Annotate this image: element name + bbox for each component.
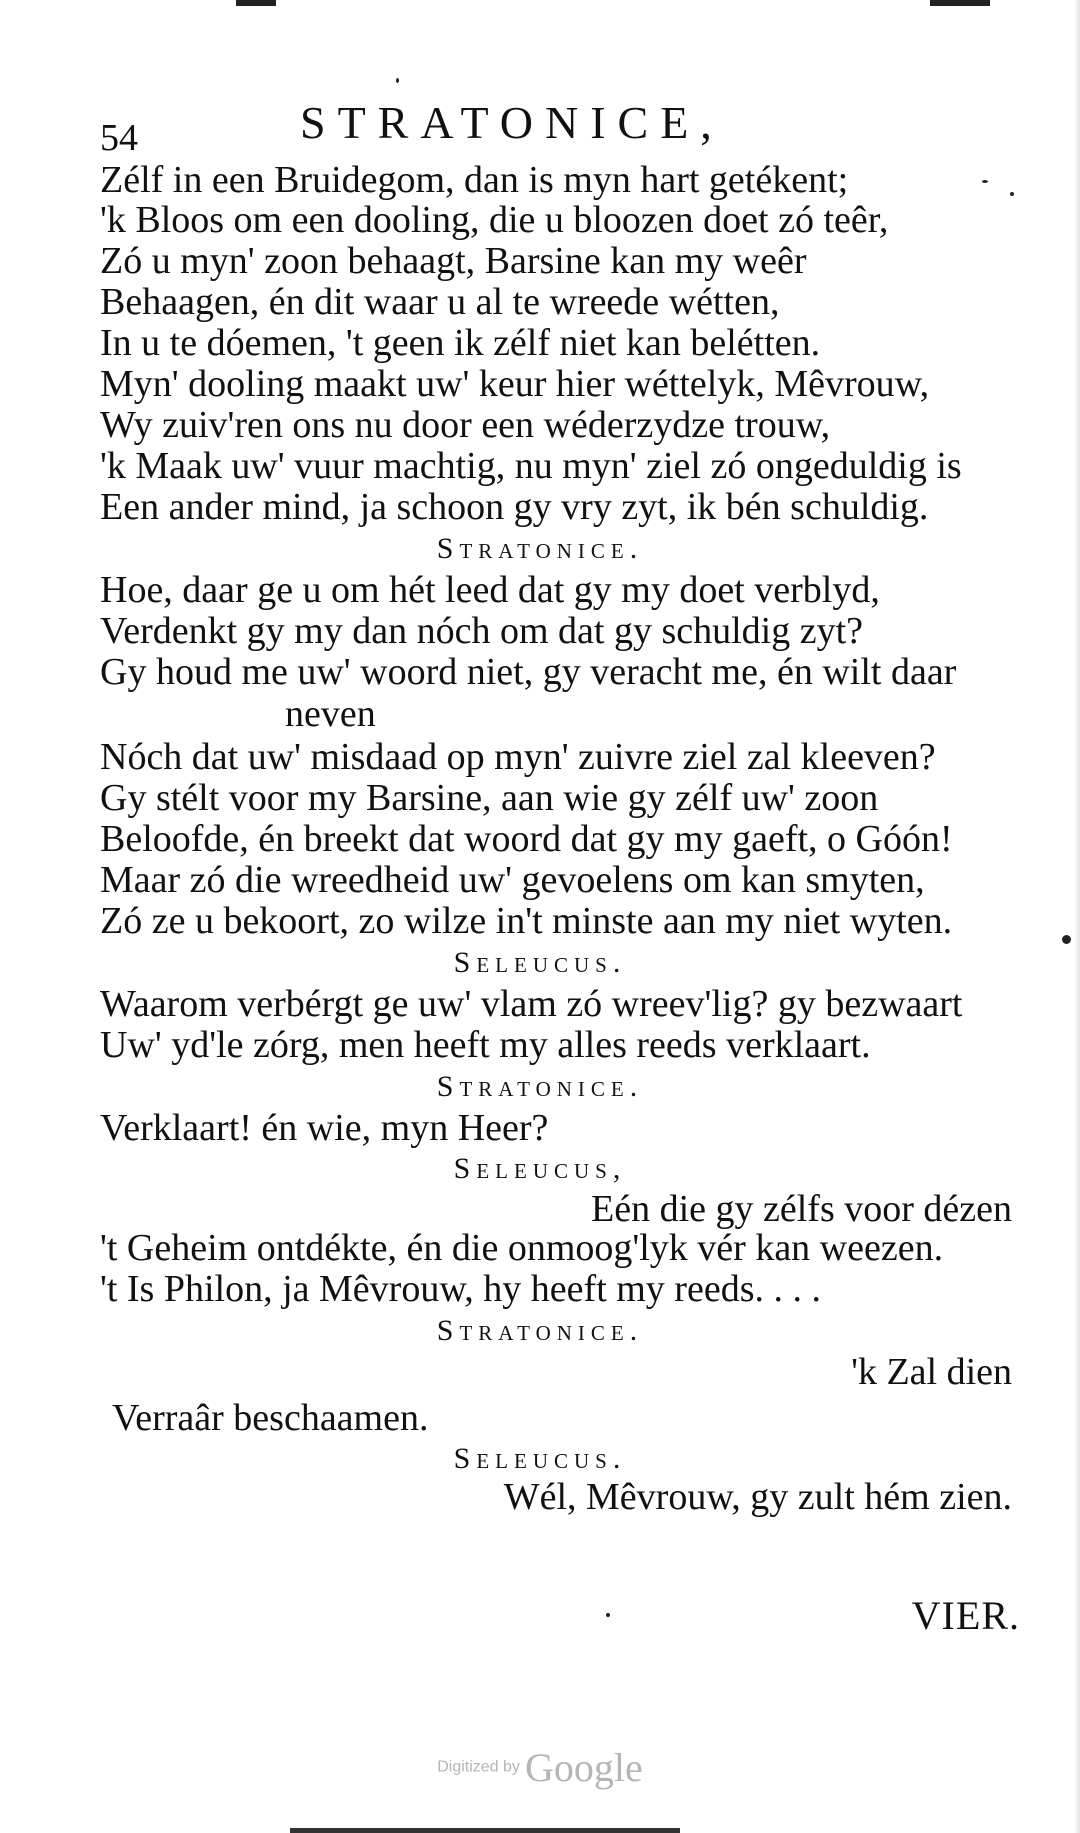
ink-speck [606,1613,610,1617]
verse-line: Verraâr beschaamen. [112,1397,429,1439]
watermark-prefix: Digitized by [437,1758,520,1776]
bottom-edge-rule [290,1828,680,1833]
page-header [100,96,1000,159]
speaker-heading: Seleucus, [453,1152,627,1185]
verse-line: Verdenkt gy my dan nóch om dat gy schuldig zyt? [100,610,864,652]
verse-half-line: Eén die gy zélfs voor dézen [591,1188,1012,1230]
top-edge-mark [236,0,276,6]
verse-line: 't Geheim ontdékte, én die onmoog'lyk vér kan weezen. [100,1227,944,1269]
verse-line-continuation: neven [285,693,376,735]
speaker-heading: Stratonice. [436,1070,644,1103]
verse-line: Gy houd me uw' woord niet, gy veracht me, én wilt daar [100,651,957,693]
ink-speck [1010,192,1014,196]
ink-speck [1062,935,1071,944]
ink-speck [982,180,988,183]
verse-line: Waarom verbérgt ge uw' vlam zó wreev'lig? gy bezwaart [100,983,963,1025]
page-number: 54 [100,117,138,159]
top-edge-mark [930,0,990,6]
verse-line: In u te dóemen, 't geen ik zélf niet kan belétten. [100,322,821,364]
verse-half-line: Wél, Mêvrouw, gy zult hém zien. [503,1476,1012,1518]
verse-line: Uw' yd'le zórg, men heeft my alles reeds verklaart. [100,1024,871,1066]
verse-line: 'k Maak uw' vuur machtig, nu myn' ziel zó ongeduldig is [100,445,962,487]
verse-line: Nóch dat uw' misdaad op myn' zuivre ziel zal kleeven? [100,736,936,778]
verse-line: Hoe, daar ge u om hét leed dat gy my doet verblyd, [100,569,880,611]
verse-line: Maar zó die wreedheid uw' gevoelens om kan smyten, [100,859,925,901]
verse-line: Wy zuiv'ren ons nu door een wéderzydze trouw, [100,404,831,446]
verse-line: Beloofde, én breekt dat woord dat gy my gaeft, o Góón! [100,818,953,860]
running-title: STRATONICE, [300,97,724,148]
speaker-heading: Seleucus. [453,946,627,979]
ink-speck [396,78,399,83]
verse-line: Zó ze u bekoort, zo wilze in't minste aan my niet wyten. [100,900,953,942]
digitization-watermark [0,1744,1080,1791]
verse-line: Verklaart! én wie, myn Heer? [100,1107,549,1149]
verse-line: 'k Bloos om een dooling, die u bloozen doet zó teêr, [100,199,889,241]
verse-line: Een ander mind, ja schoon gy vry zyt, ik bén schuldig. [100,486,929,528]
speaker-heading: Stratonice. [436,532,644,565]
page-edge [1074,0,1080,1833]
verse-line: 't Is Philon, ja Mêvrouw, hy heeft my reeds. . . . [100,1268,821,1310]
watermark-logo: Google [525,1745,643,1790]
speaker-heading: Stratonice. [436,1314,644,1347]
catchword: VIER. [911,1593,1020,1638]
verse-line: Gy stélt voor my Barsine, aan wie gy zélf uw' zoon [100,777,879,819]
speaker-heading: Seleucus. [453,1442,627,1475]
verse-half-line: 'k Zal dien [851,1351,1012,1393]
verse-line: Myn' dooling maakt uw' keur hier wéttelyk, Mêvrouw, [100,363,930,405]
verse-line: Zó u myn' zoon behaagt, Barsine kan my weêr [100,240,807,282]
verse-line: Zélf in een Bruidegom, dan is myn hart getékent; [100,159,849,201]
verse-line: Behaagen, én dit waar u al te wreede wétten, [100,281,780,323]
